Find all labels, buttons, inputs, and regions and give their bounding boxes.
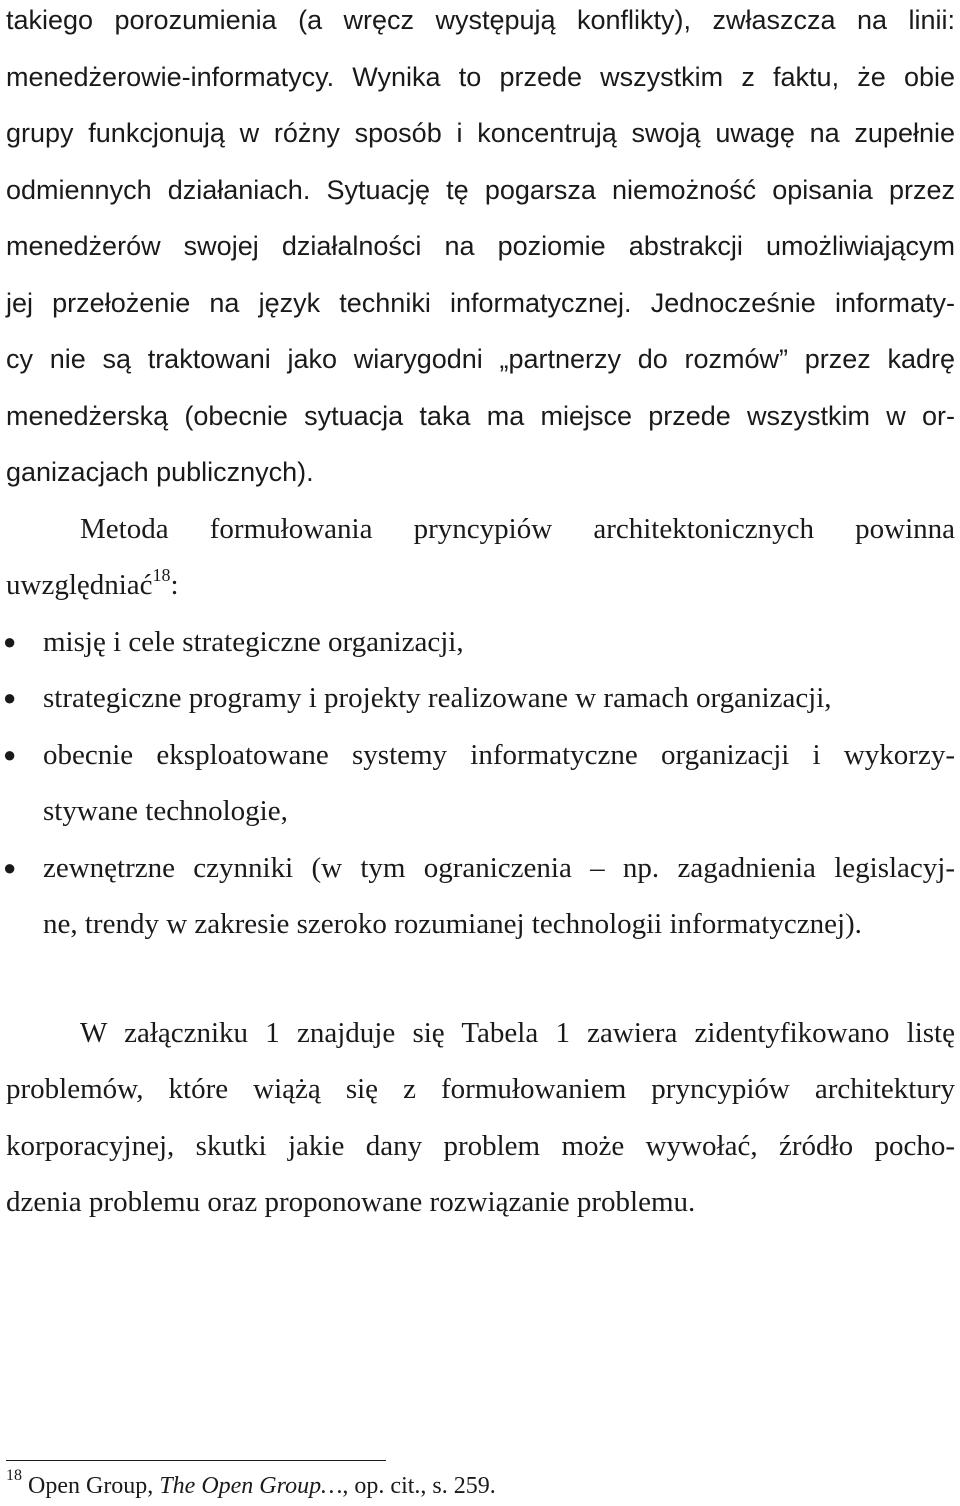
text-run: uwzględniać	[6, 569, 153, 601]
paragraph-3	[6, 1005, 955, 1231]
text-run: obecnie eksploatowane systemy informatyczne organizacji i wykorzy-	[43, 738, 955, 771]
text-run: strategiczne programy i projekty realizowane w ramach organizacji,	[43, 682, 832, 714]
footnote-reference: 18	[152, 565, 171, 586]
bullet-icon: ●	[3, 628, 17, 654]
bullet-item	[3, 614, 955, 671]
text-line: odmiennych działaniach. Sytuację tę pogarsza niemożność opisania przez	[6, 174, 955, 205]
bullet-icon: ●	[3, 854, 17, 880]
bullet-icon: ●	[3, 685, 17, 710]
footnote-title: The Open Group…	[159, 1473, 343, 1499]
text-line	[3, 670, 955, 727]
footnote-separator	[6, 1460, 386, 1461]
bullet-item	[3, 670, 955, 727]
text-line: korporacyjnej, skutki jakie dany problem może wywołać, źródło pocho-	[6, 1129, 955, 1162]
text-line: takiego porozumienia (a wręcz występują konflikty), zwłaszcza na linii:	[6, 5, 955, 35]
text-run: zewnętrzne czynniki (w tym ograniczenia – np. zagadnienia legislacyj-	[43, 851, 955, 884]
text-line: grupy funkcjonują w różny sposób i koncentrują swoją uwagę na zupełnie	[6, 118, 955, 148]
text-run: :	[170, 569, 179, 601]
text-line	[3, 840, 955, 897]
text-line	[6, 557, 955, 614]
bullet-icon: ●	[3, 741, 17, 767]
footnote-author: Open Group,	[22, 1473, 160, 1499]
footnote	[6, 1467, 496, 1502]
text-run: misję i cele strategiczne organizacji,	[43, 625, 464, 658]
bullet-list	[3, 614, 955, 953]
document-page	[3, 0, 955, 1231]
text-line: menedżerską (obecnie sytuacja taka ma miejsce przede wszystkim w or-	[6, 400, 955, 431]
text-line: cy nie są traktowani jako wiarygodni „partnerzy do rozmów” przez kadrę	[6, 344, 955, 374]
text-line: menedżerowie-informatycy. Wynika to przede wszystkim z faktu, że obie	[6, 61, 955, 92]
text-line: W załączniku 1 znajduje się Tabela 1 zawiera zidentyfikowano listę	[80, 1016, 955, 1049]
text-line: problemów, które wiążą się z formułowaniem pryncypiów architektury	[6, 1073, 955, 1105]
text-line: ganizacjach publicznych).	[6, 457, 314, 487]
text-line: jej przełożenie na język techniki informatycznej. Jednocześnie informaty-	[6, 287, 955, 318]
text-line: ne, trendy w zakresie szeroko rozumianej technologii informatycznej).	[43, 908, 862, 940]
footnote-citation: , op. cit., s. 259.	[342, 1473, 496, 1499]
paragraph-2	[6, 501, 955, 614]
bullet-item	[3, 840, 955, 953]
bullet-item	[3, 727, 955, 840]
text-line: Metoda formułowania pryncypiów architektonicznych powinna	[80, 512, 955, 545]
text-line: dzenia problemu oraz proponowane rozwiązanie problemu.	[6, 1186, 696, 1218]
text-line	[3, 614, 955, 671]
text-line: stywane technologie,	[43, 795, 288, 827]
paragraph-1	[6, 0, 955, 501]
text-line: menedżerów swojej działalności na poziomie abstrakcji umożliwiającym	[6, 231, 955, 261]
footnote-number: 18	[6, 1467, 22, 1484]
text-line	[3, 727, 955, 784]
